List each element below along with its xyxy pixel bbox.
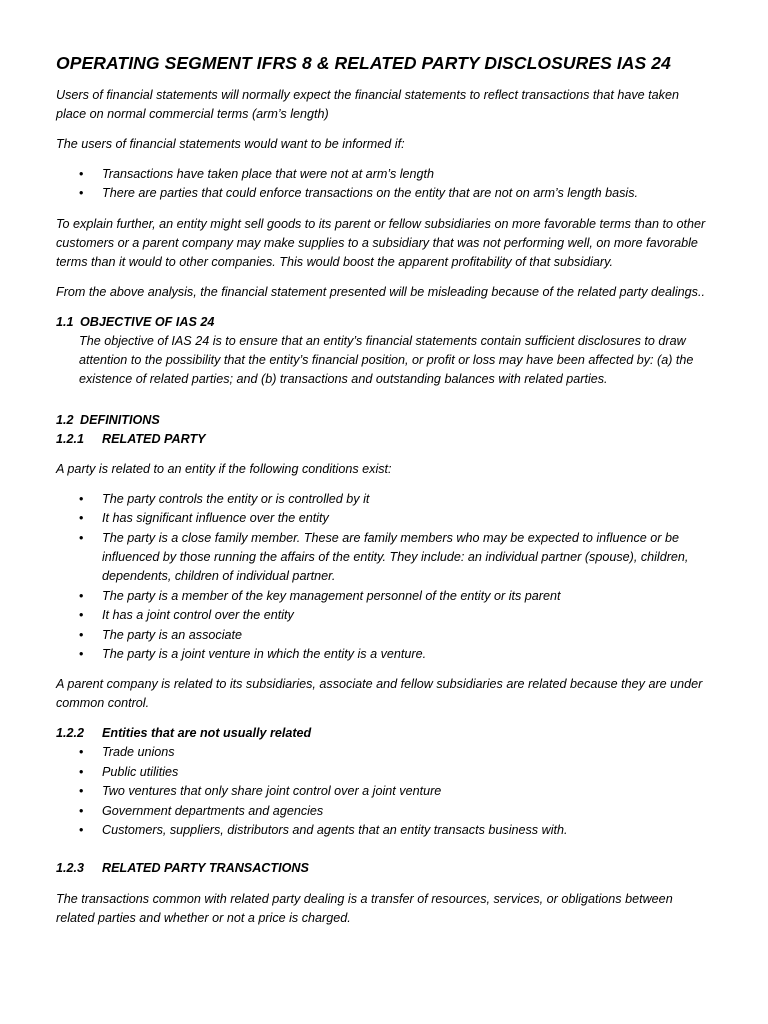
- list-item: • The party controls the entity or is controlled by it: [56, 490, 712, 509]
- list-item: • The party is a joint venture in which the entity is a venture.: [56, 645, 712, 664]
- bullet-icon: •: [79, 627, 84, 642]
- list-item: • The party is a member of the key management personnel of the entity or its parent: [56, 587, 712, 606]
- bullet-icon: •: [79, 647, 84, 662]
- bullet-icon: •: [79, 784, 84, 799]
- bullet-icon: •: [79, 745, 84, 760]
- bullet-icon: •: [79, 167, 84, 181]
- section-heading-1-2-2: [56, 724, 712, 743]
- not-related-entities-list: [56, 743, 712, 840]
- section-number: 1.1: [56, 314, 74, 329]
- bullet-icon: •: [79, 803, 84, 818]
- section-title: RELATED PARTY TRANSACTIONS: [102, 860, 309, 875]
- section-heading-1-2-3: [56, 859, 712, 878]
- bullet-icon: •: [79, 588, 84, 603]
- list-item: • Government departments and agencies: [56, 802, 712, 821]
- intro-paragraph-4: From the above analysis, the financial statement presented will be misleading because of the related party dealings..: [56, 284, 705, 299]
- section-1-1-body: The objective of IAS 24 is to ensure that an entity’s financial statements contain sufficient disclosures to draw attention to the possibility that the entity’s financial position, or profit or loss may have been affected by: (a) the existence of related parties; and (b) transactions and outstanding balances with related parties.: [79, 333, 694, 386]
- document-title: OPERATING SEGMENT IFRS 8 & RELATED PARTY DISCLOSURES IAS 24: [56, 53, 671, 73]
- section-number: 1.2.1: [56, 431, 85, 446]
- list-item: • It has a joint control over the entity: [56, 606, 712, 625]
- list-item: • It has significant influence over the entity: [56, 509, 712, 528]
- section-title: OBJECTIVE OF IAS 24: [80, 314, 215, 329]
- section-heading-1-2: [56, 411, 712, 430]
- list-item: • Trade unions: [56, 743, 712, 762]
- intro-paragraph-1: Users of financial statements will normally expect the financial statements to reflect transactions that have taken place on normal commercial terms (arm’s length): [56, 88, 679, 121]
- bullet-icon: •: [79, 186, 84, 201]
- intro-paragraph-2: The users of financial statements would want to be informed if:: [56, 137, 405, 151]
- list-item: • Two ventures that only share joint control over a joint venture: [56, 782, 712, 801]
- list-item: • Customers, suppliers, distributors and agents that an entity transacts business with.: [56, 821, 712, 840]
- bullet-icon: •: [79, 491, 84, 506]
- section-title: RELATED PARTY: [102, 431, 206, 446]
- intro-bullet-list: [56, 165, 712, 204]
- list-item: • There are parties that could enforce transactions on the entity that are not on arm’s length basis.: [56, 184, 712, 203]
- intro-paragraph-3: To explain further, an entity might sell goods to its parent or fellow subsidiaries on more favorable terms than to other customers or a parent company may make supplies to a subsidiary that was not performing well, on more favorable terms than it would to other companies. This would boost the apparent profitability of that subsidiary.: [56, 216, 706, 269]
- bullet-icon: •: [79, 764, 84, 779]
- section-title: Entities that are not usually related: [102, 726, 312, 741]
- list-item: • The party is a close family member. These are family members who may be expected to influence or be influenced by those running the affairs of the entity. They include: an individual partner (spouse), children, dependents, children of individual partner.: [79, 530, 689, 584]
- bullet-icon: •: [79, 511, 84, 526]
- section-number: 1.2.3: [56, 860, 85, 875]
- bullet-icon: •: [79, 530, 84, 545]
- related-party-conditions-list: [56, 490, 712, 665]
- bullet-icon: •: [79, 823, 84, 838]
- list-item: • Public utilities: [56, 763, 712, 782]
- list-item: • The party is an associate: [56, 626, 712, 645]
- bullet-icon: •: [79, 608, 84, 623]
- section-heading-1-2-1: [56, 430, 712, 449]
- section-heading-1-1: [56, 313, 712, 332]
- list-item: • Transactions have taken place that were not at arm’s length: [56, 165, 712, 184]
- section-1-2-1-intro: A party is related to an entity if the following conditions exist:: [56, 461, 392, 476]
- section-number: 1.2: [56, 412, 74, 427]
- section-title: DEFINITIONS: [80, 412, 160, 427]
- section-number: 1.2.2: [56, 726, 85, 741]
- section-1-2-3-body: The transactions common with related party dealing is a transfer of resources, services, or obligations between related parties and whether or not a price is charged.: [56, 891, 673, 925]
- section-1-2-1-closing: A parent company is related to its subsidiaries, associate and fellow subsidiaries are related because they are under common control.: [56, 677, 703, 711]
